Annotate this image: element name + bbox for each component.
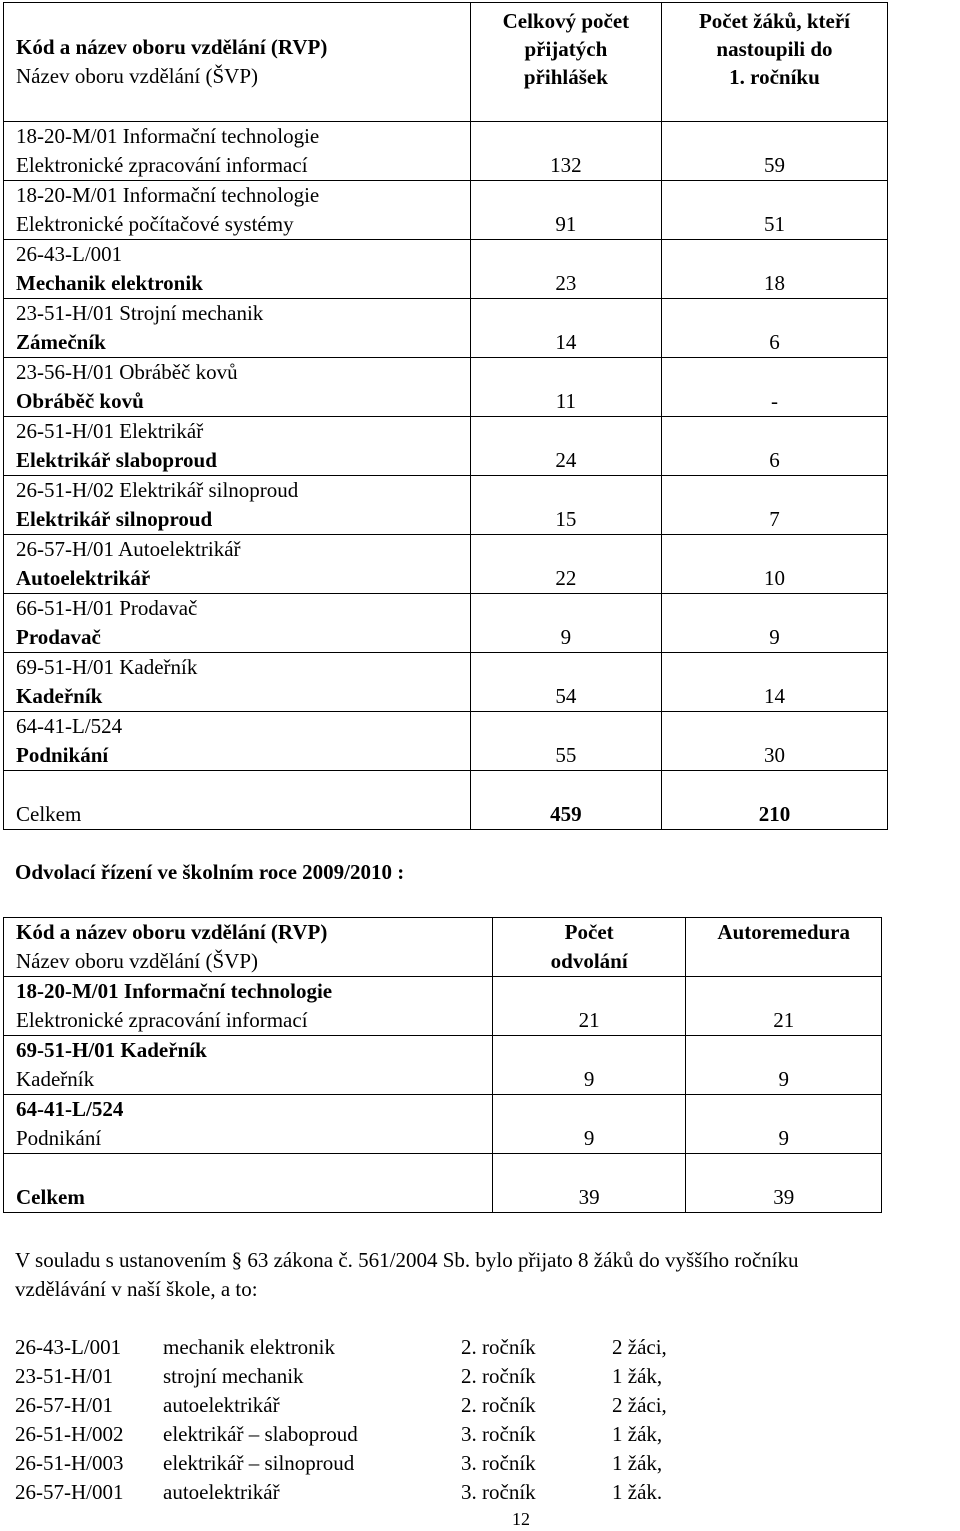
header-enrolled-line: nastoupili do bbox=[716, 37, 833, 61]
header-applications-line: přihlášek bbox=[523, 65, 608, 89]
program-name: Mechanik elektronik bbox=[16, 271, 203, 295]
enrolled-cell: 59 bbox=[661, 122, 887, 181]
header-applications-line: Celkový počet bbox=[502, 9, 630, 33]
total-applications: 459 bbox=[470, 771, 661, 830]
program-name: Zámečník bbox=[16, 330, 106, 354]
enrolled-cell: 18 bbox=[661, 240, 887, 299]
appeals-cell: 9 bbox=[492, 1095, 686, 1154]
program-cell bbox=[4, 299, 471, 358]
program-name: Podnikání bbox=[16, 1126, 102, 1150]
program-name: Elektrikář silnoproud bbox=[16, 507, 213, 531]
table-row bbox=[4, 1036, 882, 1095]
program-cell bbox=[4, 1095, 493, 1154]
header-enrolled bbox=[661, 3, 887, 122]
program-name: Elektrikář slaboproud bbox=[16, 448, 217, 472]
program-code: 69-51-H/01 Kadeřník bbox=[16, 1038, 207, 1062]
program-cell bbox=[4, 535, 471, 594]
table-row bbox=[4, 358, 888, 417]
enrolled-cell: 6 bbox=[661, 299, 887, 358]
enrolled-cell: 7 bbox=[661, 476, 887, 535]
header-code-label: Kód a název oboru vzdělání (RVP) bbox=[16, 35, 328, 59]
header-enrolled-line: Počet žáků, kteří bbox=[698, 9, 850, 33]
program-cell bbox=[4, 977, 493, 1036]
transfer-code: 26-51-H/003 bbox=[15, 1451, 124, 1475]
enrolled-cell: 14 bbox=[661, 653, 887, 712]
header-appeals bbox=[492, 918, 686, 977]
transfer-paragraph bbox=[15, 1246, 960, 1304]
transfer-program: elektrikář – slaboproud bbox=[163, 1422, 358, 1446]
header-name-label: Název oboru vzdělání (ŠVP) bbox=[16, 64, 259, 88]
table-row bbox=[4, 977, 882, 1036]
transfer-code: 26-51-H/002 bbox=[15, 1422, 124, 1446]
applications-cell: 91 bbox=[470, 181, 661, 240]
appeals-cell: 9 bbox=[492, 1036, 686, 1095]
applications-cell: 11 bbox=[470, 358, 661, 417]
enrolled-cell: 6 bbox=[661, 417, 887, 476]
table-row bbox=[4, 535, 888, 594]
program-cell bbox=[4, 240, 471, 299]
transfer-count: 2 žáci, bbox=[612, 1393, 667, 1417]
program-name: Kadeřník bbox=[16, 684, 103, 708]
program-code: 26-51-H/01 Elektrikář bbox=[16, 419, 204, 443]
table-row bbox=[4, 417, 888, 476]
program-cell bbox=[4, 712, 471, 771]
program-code: 18-20-M/01 Informační technologie bbox=[16, 979, 333, 1003]
appeals-section-title: Odvolací řízení ve školním roce 2009/2010 : bbox=[15, 860, 405, 884]
total-row bbox=[4, 771, 888, 830]
admissions-table bbox=[3, 2, 888, 830]
total-appeals: 39 bbox=[492, 1154, 686, 1213]
applications-cell: 15 bbox=[470, 476, 661, 535]
table-row bbox=[4, 653, 888, 712]
applications-cell: 24 bbox=[470, 417, 661, 476]
enrolled-cell: 10 bbox=[661, 535, 887, 594]
header-code-name bbox=[4, 3, 471, 122]
program-code: 23-56-H/01 Obráběč kovů bbox=[16, 360, 238, 384]
program-cell bbox=[4, 1036, 493, 1095]
program-cell bbox=[4, 594, 471, 653]
transfer-code: 26-43-L/001 bbox=[15, 1335, 122, 1359]
table-row bbox=[4, 181, 888, 240]
applications-cell: 23 bbox=[470, 240, 661, 299]
transfer-program: autoelektrikář bbox=[163, 1393, 280, 1417]
header-name-label: Název oboru vzdělání (ŠVP) bbox=[16, 949, 259, 973]
transfer-year: 3. ročník bbox=[461, 1480, 536, 1504]
program-name: Autoelektrikář bbox=[16, 566, 151, 590]
autoremedy-cell: 9 bbox=[686, 1095, 882, 1154]
program-cell bbox=[4, 122, 471, 181]
header-enrolled-line: 1. ročníku bbox=[729, 65, 820, 89]
transfer-year: 3. ročník bbox=[461, 1451, 536, 1475]
program-code: 18-20-M/01 Informační technologie bbox=[16, 124, 320, 148]
applications-cell: 22 bbox=[470, 535, 661, 594]
program-code: 64-41-L/524 bbox=[16, 714, 123, 738]
transfer-code: 26-57-H/01 bbox=[15, 1393, 113, 1417]
program-code: 23-51-H/01 Strojní mechanik bbox=[16, 301, 264, 325]
enrolled-cell: 30 bbox=[661, 712, 887, 771]
transfer-code: 23-51-H/01 bbox=[15, 1364, 113, 1388]
total-enrolled: 210 bbox=[661, 771, 887, 830]
admissions-table-header bbox=[4, 3, 888, 122]
program-name: Obráběč kovů bbox=[16, 389, 144, 413]
table-row bbox=[4, 476, 888, 535]
header-code-label: Kód a název oboru vzdělání (RVP) bbox=[16, 920, 328, 944]
program-cell bbox=[4, 358, 471, 417]
program-cell bbox=[4, 653, 471, 712]
paragraph-line: V souladu s ustanovením § 63 zákona č. 561/2004 Sb. bylo přijato 8 žáků do vyššího ročníku bbox=[15, 1248, 799, 1272]
program-name: Elektronické počítačové systémy bbox=[16, 212, 294, 236]
table-row bbox=[4, 122, 888, 181]
header-code-name bbox=[4, 918, 493, 977]
transfer-count: 1 žák. bbox=[612, 1480, 663, 1504]
transfer-year: 2. ročník bbox=[461, 1364, 536, 1388]
program-code: 64-41-L/524 bbox=[16, 1097, 124, 1121]
program-name: Prodavač bbox=[16, 625, 101, 649]
program-name: Elektronické zpracování informací bbox=[16, 1008, 308, 1032]
transfer-count: 1 žák, bbox=[612, 1364, 663, 1388]
program-code: 26-57-H/01 Autoelektrikář bbox=[16, 537, 241, 561]
total-label: Celkem bbox=[4, 1154, 493, 1213]
appeals-table bbox=[3, 917, 882, 1213]
total-row bbox=[4, 1154, 882, 1213]
appeals-table-header bbox=[4, 918, 882, 977]
enrolled-cell: - bbox=[661, 358, 887, 417]
program-code: 26-43-L/001 bbox=[16, 242, 123, 266]
applications-cell: 9 bbox=[470, 594, 661, 653]
header-appeals-line: Počet bbox=[564, 920, 614, 944]
applications-cell: 54 bbox=[470, 653, 661, 712]
total-label: Celkem bbox=[4, 771, 471, 830]
program-name: Elektronické zpracování informací bbox=[16, 153, 308, 177]
header-applications-line: přijatých bbox=[524, 37, 608, 61]
transfer-program: elektrikář – silnoproud bbox=[163, 1451, 355, 1475]
enrolled-cell: 9 bbox=[661, 594, 887, 653]
paragraph-line: vzdělávání v naší škole, a to: bbox=[15, 1277, 258, 1301]
transfer-code: 26-57-H/001 bbox=[15, 1480, 124, 1504]
transfer-count: 1 žák, bbox=[612, 1422, 663, 1446]
program-code: 18-20-M/01 Informační technologie bbox=[16, 183, 320, 207]
transfer-program: autoelektrikář bbox=[163, 1480, 280, 1504]
transfer-year: 2. ročník bbox=[461, 1335, 536, 1359]
table-row bbox=[4, 1095, 882, 1154]
table-row bbox=[4, 594, 888, 653]
transfer-year: 3. ročník bbox=[461, 1422, 536, 1446]
applications-cell: 132 bbox=[470, 122, 661, 181]
table-row bbox=[4, 240, 888, 299]
enrolled-cell: 51 bbox=[661, 181, 887, 240]
transfer-program: mechanik elektronik bbox=[163, 1335, 336, 1359]
header-appeals-line: odvolání bbox=[550, 949, 628, 973]
program-code: 26-51-H/02 Elektrikář silnoproud bbox=[16, 478, 299, 502]
table-row bbox=[4, 712, 888, 771]
applications-cell: 14 bbox=[470, 299, 661, 358]
program-code: 66-51-H/01 Prodavač bbox=[16, 596, 198, 620]
program-cell bbox=[4, 476, 471, 535]
transfer-year: 2. ročník bbox=[461, 1393, 536, 1417]
table-row bbox=[4, 299, 888, 358]
program-name: Kadeřník bbox=[16, 1067, 95, 1091]
transfer-program: strojní mechanik bbox=[163, 1364, 304, 1388]
program-code: 69-51-H/01 Kadeřník bbox=[16, 655, 198, 679]
header-autoremedy: Autoremedura bbox=[686, 918, 882, 977]
transfer-count: 1 žák, bbox=[612, 1451, 663, 1475]
applications-cell: 55 bbox=[470, 712, 661, 771]
appeals-cell: 21 bbox=[492, 977, 686, 1036]
header-applications bbox=[470, 3, 661, 122]
autoremedy-cell: 21 bbox=[686, 977, 882, 1036]
program-cell bbox=[4, 417, 471, 476]
program-name: Podnikání bbox=[16, 743, 109, 767]
autoremedy-cell: 9 bbox=[686, 1036, 882, 1095]
program-cell bbox=[4, 181, 471, 240]
total-autoremedy: 39 bbox=[686, 1154, 882, 1213]
transfer-count: 2 žáci, bbox=[612, 1335, 667, 1359]
page-number: 12 bbox=[512, 1509, 530, 1529]
